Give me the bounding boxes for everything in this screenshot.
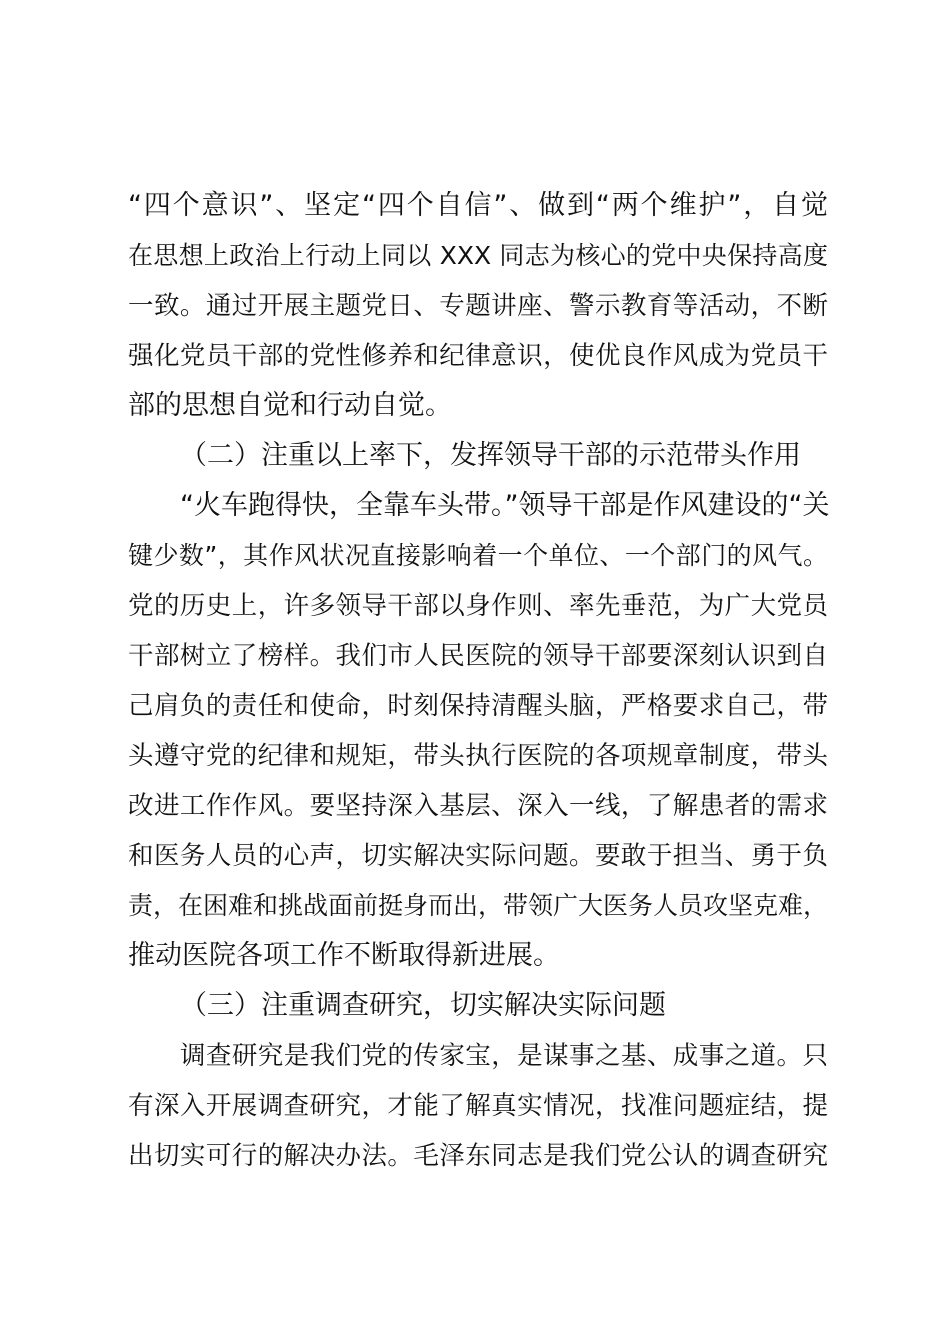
paragraph-line: 出切实可行的解决办法。毛泽东同志是我们党公认的调查研究: [128, 1141, 828, 1171]
paragraph-line: 调查研究是我们党的传家宝，是谋事之基、成事之道。只: [180, 1041, 828, 1071]
paragraph-line: 推动医院各项工作不断取得新进展。: [128, 940, 560, 971]
paragraph-line: 己肩负的责任和使命，时刻保持清醒头脑，严格要求自己，带: [128, 691, 828, 721]
paragraph-line: 部的思想自觉和行动自觉。: [128, 390, 452, 421]
paragraph-line: 键少数”，其作风状况直接影响着一个单位、一个部门的风气。: [128, 541, 828, 570]
paragraph-line: “火车跑得快，全靠车头带。”领导干部是作风建设的“关: [180, 490, 830, 521]
paragraph-line: 头遵守党的纪律和规矩，带头执行医院的各项规章制度，带头: [128, 741, 828, 771]
paragraph-line: 和医务人员的心声，切实解决实际问题。要敢于担当、勇于负: [128, 841, 828, 871]
paragraph-line: 干部树立了榜样。我们市人民医院的领导干部要深刻认识到自: [128, 641, 828, 671]
paragraph-line: 在思想上政治上行动上同以 XXX 同志为核心的党中央保持高度: [128, 241, 828, 270]
paragraph-line: 一致。通过开展主题党日、专题讲座、警示教育等活动，不断: [128, 291, 828, 321]
paragraph-line: “四个意识”、坚定“四个自信”、做到“两个维护”，自觉: [128, 190, 828, 221]
section-heading: （二）注重以上率下，发挥领导干部的示范带头作用: [180, 440, 801, 471]
section-heading: （三）注重调查研究，切实解决实际问题: [180, 990, 666, 1021]
paragraph-line: 责，在困难和挑战面前挺身而出，带领广大医务人员攻坚克难，: [128, 891, 829, 920]
paragraph-line: 改进工作作风。要坚持深入基层、深入一线，了解患者的需求: [128, 791, 828, 821]
paragraph-line: 党的历史上，许多领导干部以身作则、率先垂范，为广大党员: [128, 591, 828, 621]
paragraph-line: 有深入开展调查研究，才能了解真实情况，找准问题症结，提: [128, 1091, 828, 1121]
paragraph-line: 强化党员干部的党性修养和纪律意识，使优良作风成为党员干: [128, 341, 828, 371]
